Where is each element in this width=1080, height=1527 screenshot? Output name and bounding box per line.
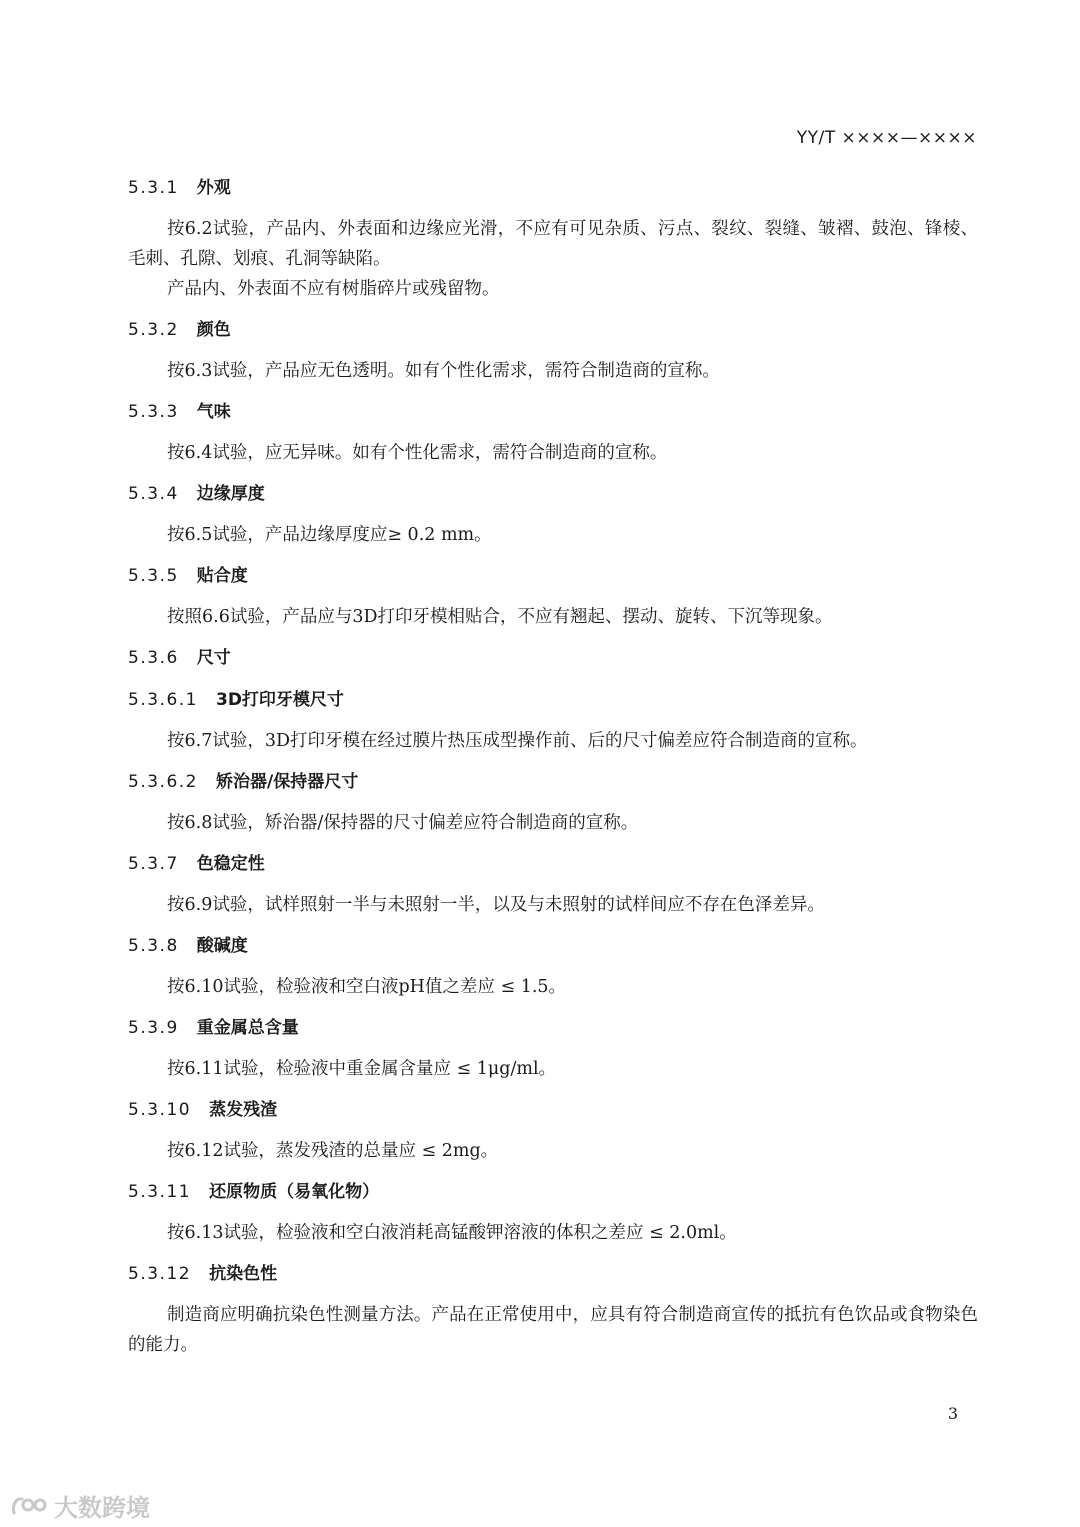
section-heading: [128, 930, 978, 962]
section-5-3-2: [128, 314, 978, 386]
section-heading: [128, 560, 978, 592]
section-paragraph: 按6.4试验，应无异味。如有个性化需求，需符合制造商的宣称。: [167, 443, 668, 463]
section-title: 矫治器/保持器尺寸: [215, 772, 359, 792]
section-number: 5.3.2: [128, 320, 179, 340]
section-paragraph: 按6.10试验，检验液和空白液pH值之差应 ≤ 1.5。: [167, 977, 567, 997]
section-5-3-5: [128, 560, 978, 632]
section-number: 5.3.7: [128, 854, 179, 874]
section-number: 5.3.11: [128, 1182, 192, 1202]
section-5-3-3: [128, 396, 978, 468]
standard-code: YY/T ××××—××××: [796, 128, 977, 148]
section-paragraph: 按6.8试验，矫治器/保持器的尺寸偏差应符合制造商的宣称。: [167, 813, 639, 833]
section-title: 还原物质（易氧化物）: [209, 1182, 380, 1202]
section-5-3-7: [128, 848, 978, 920]
section-paragraph: 产品内、外表面不应有树脂碎片或残留物。: [167, 279, 500, 299]
section-number: 5.3.9: [128, 1018, 179, 1038]
section-number: 5.3.6.2: [128, 772, 198, 792]
section-heading: [128, 478, 978, 510]
section-number: 5.3.12: [128, 1264, 192, 1284]
section-title: 色稳定性: [196, 854, 265, 874]
section-heading: [128, 848, 978, 880]
section-number: 5.3.4: [128, 484, 179, 504]
document-body: [128, 172, 978, 1360]
page-number: 3: [947, 1404, 958, 1423]
section-5-3-6: [128, 642, 978, 674]
section-title: 外观: [196, 178, 231, 198]
section-title: 气味: [196, 402, 231, 422]
section-title: 重金属总含量: [196, 1018, 299, 1038]
section-paragraph: 按照6.6试验，产品应与3D打印牙模相贴合，不应有翘起、摆动、旋转、下沉等现象。: [167, 607, 833, 627]
section-paragraph: 按6.5试验，产品边缘厚度应≥ 0.2 mm。: [167, 525, 492, 545]
section-heading: [128, 1012, 978, 1044]
section-paragraph: 制造商应明确抗染色性测量方法。产品在正常使用中，应具有符合制造商宣传的抵抗有色饮品或食物染色的能力。: [128, 1305, 978, 1355]
section-title: 3D打印牙模尺寸: [215, 690, 344, 710]
section-number: 5.3.10: [128, 1100, 192, 1120]
section-5-3-12: [128, 1258, 978, 1360]
section-heading: [128, 766, 978, 798]
section-paragraph: 按6.7试验，3D打印牙模在经过膜片热压成型操作前、后的尺寸偏差应符合制造商的宣称。: [167, 731, 868, 751]
section-number: 5.3.6: [128, 648, 179, 668]
logo-icon: [10, 1493, 50, 1519]
section-5-3-6-1: [128, 684, 978, 756]
section-5-3-8: [128, 930, 978, 1002]
watermark-text: 大数跨境: [54, 1494, 150, 1522]
section-heading: [128, 1176, 978, 1208]
section-paragraph: 按6.11试验，检验液中重金属含量应 ≤ 1μg/ml。: [167, 1059, 557, 1079]
section-title: 颜色: [196, 320, 231, 340]
section-heading: [128, 684, 978, 716]
section-paragraph: 按6.9试验，试样照射一半与未照射一半，以及与未照射的试样间应不存在色泽差异。: [167, 895, 825, 915]
section-heading: [128, 314, 978, 346]
section-title: 边缘厚度: [196, 484, 265, 504]
section-paragraph: 按6.13试验，检验液和空白液消耗高锰酸钾溶液的体积之差应 ≤ 2.0ml。: [167, 1223, 737, 1243]
section-title: 蒸发残渣: [209, 1100, 278, 1120]
section-heading: [128, 1258, 978, 1290]
section-title: 酸碱度: [196, 936, 248, 956]
section-number: 5.3.6.1: [128, 690, 198, 710]
section-5-3-11: [128, 1176, 978, 1248]
section-paragraph: 按6.3试验，产品应无色透明。如有个性化需求，需符合制造商的宣称。: [167, 361, 720, 381]
section-heading: [128, 172, 978, 204]
section-paragraph: 按6.2试验，产品内、外表面和边缘应光滑，不应有可见杂质、污点、裂纹、裂缝、皱褶、鼓泡、锋棱、毛刺、孔隙、划痕、孔洞等缺陷。: [128, 219, 978, 269]
section-title: 贴合度: [196, 566, 248, 586]
section-5-3-9: [128, 1012, 978, 1084]
section-number: 5.3.3: [128, 402, 179, 422]
section-5-3-4: [128, 478, 978, 550]
section-5-3-10: [128, 1094, 978, 1166]
section-title: 抗染色性: [209, 1264, 278, 1284]
section-number: 5.3.8: [128, 936, 179, 956]
section-heading: [128, 1094, 978, 1126]
section-paragraph: 按6.12试验，蒸发残渣的总量应 ≤ 2mg。: [167, 1141, 499, 1161]
section-number: 5.3.5: [128, 566, 179, 586]
section-5-3-6-2: [128, 766, 978, 838]
section-number: 5.3.1: [128, 178, 179, 198]
section-title: 尺寸: [196, 648, 231, 668]
section-5-3-1: [128, 172, 978, 304]
section-heading: [128, 396, 978, 428]
section-heading: [128, 642, 978, 674]
watermark: [10, 1488, 150, 1523]
